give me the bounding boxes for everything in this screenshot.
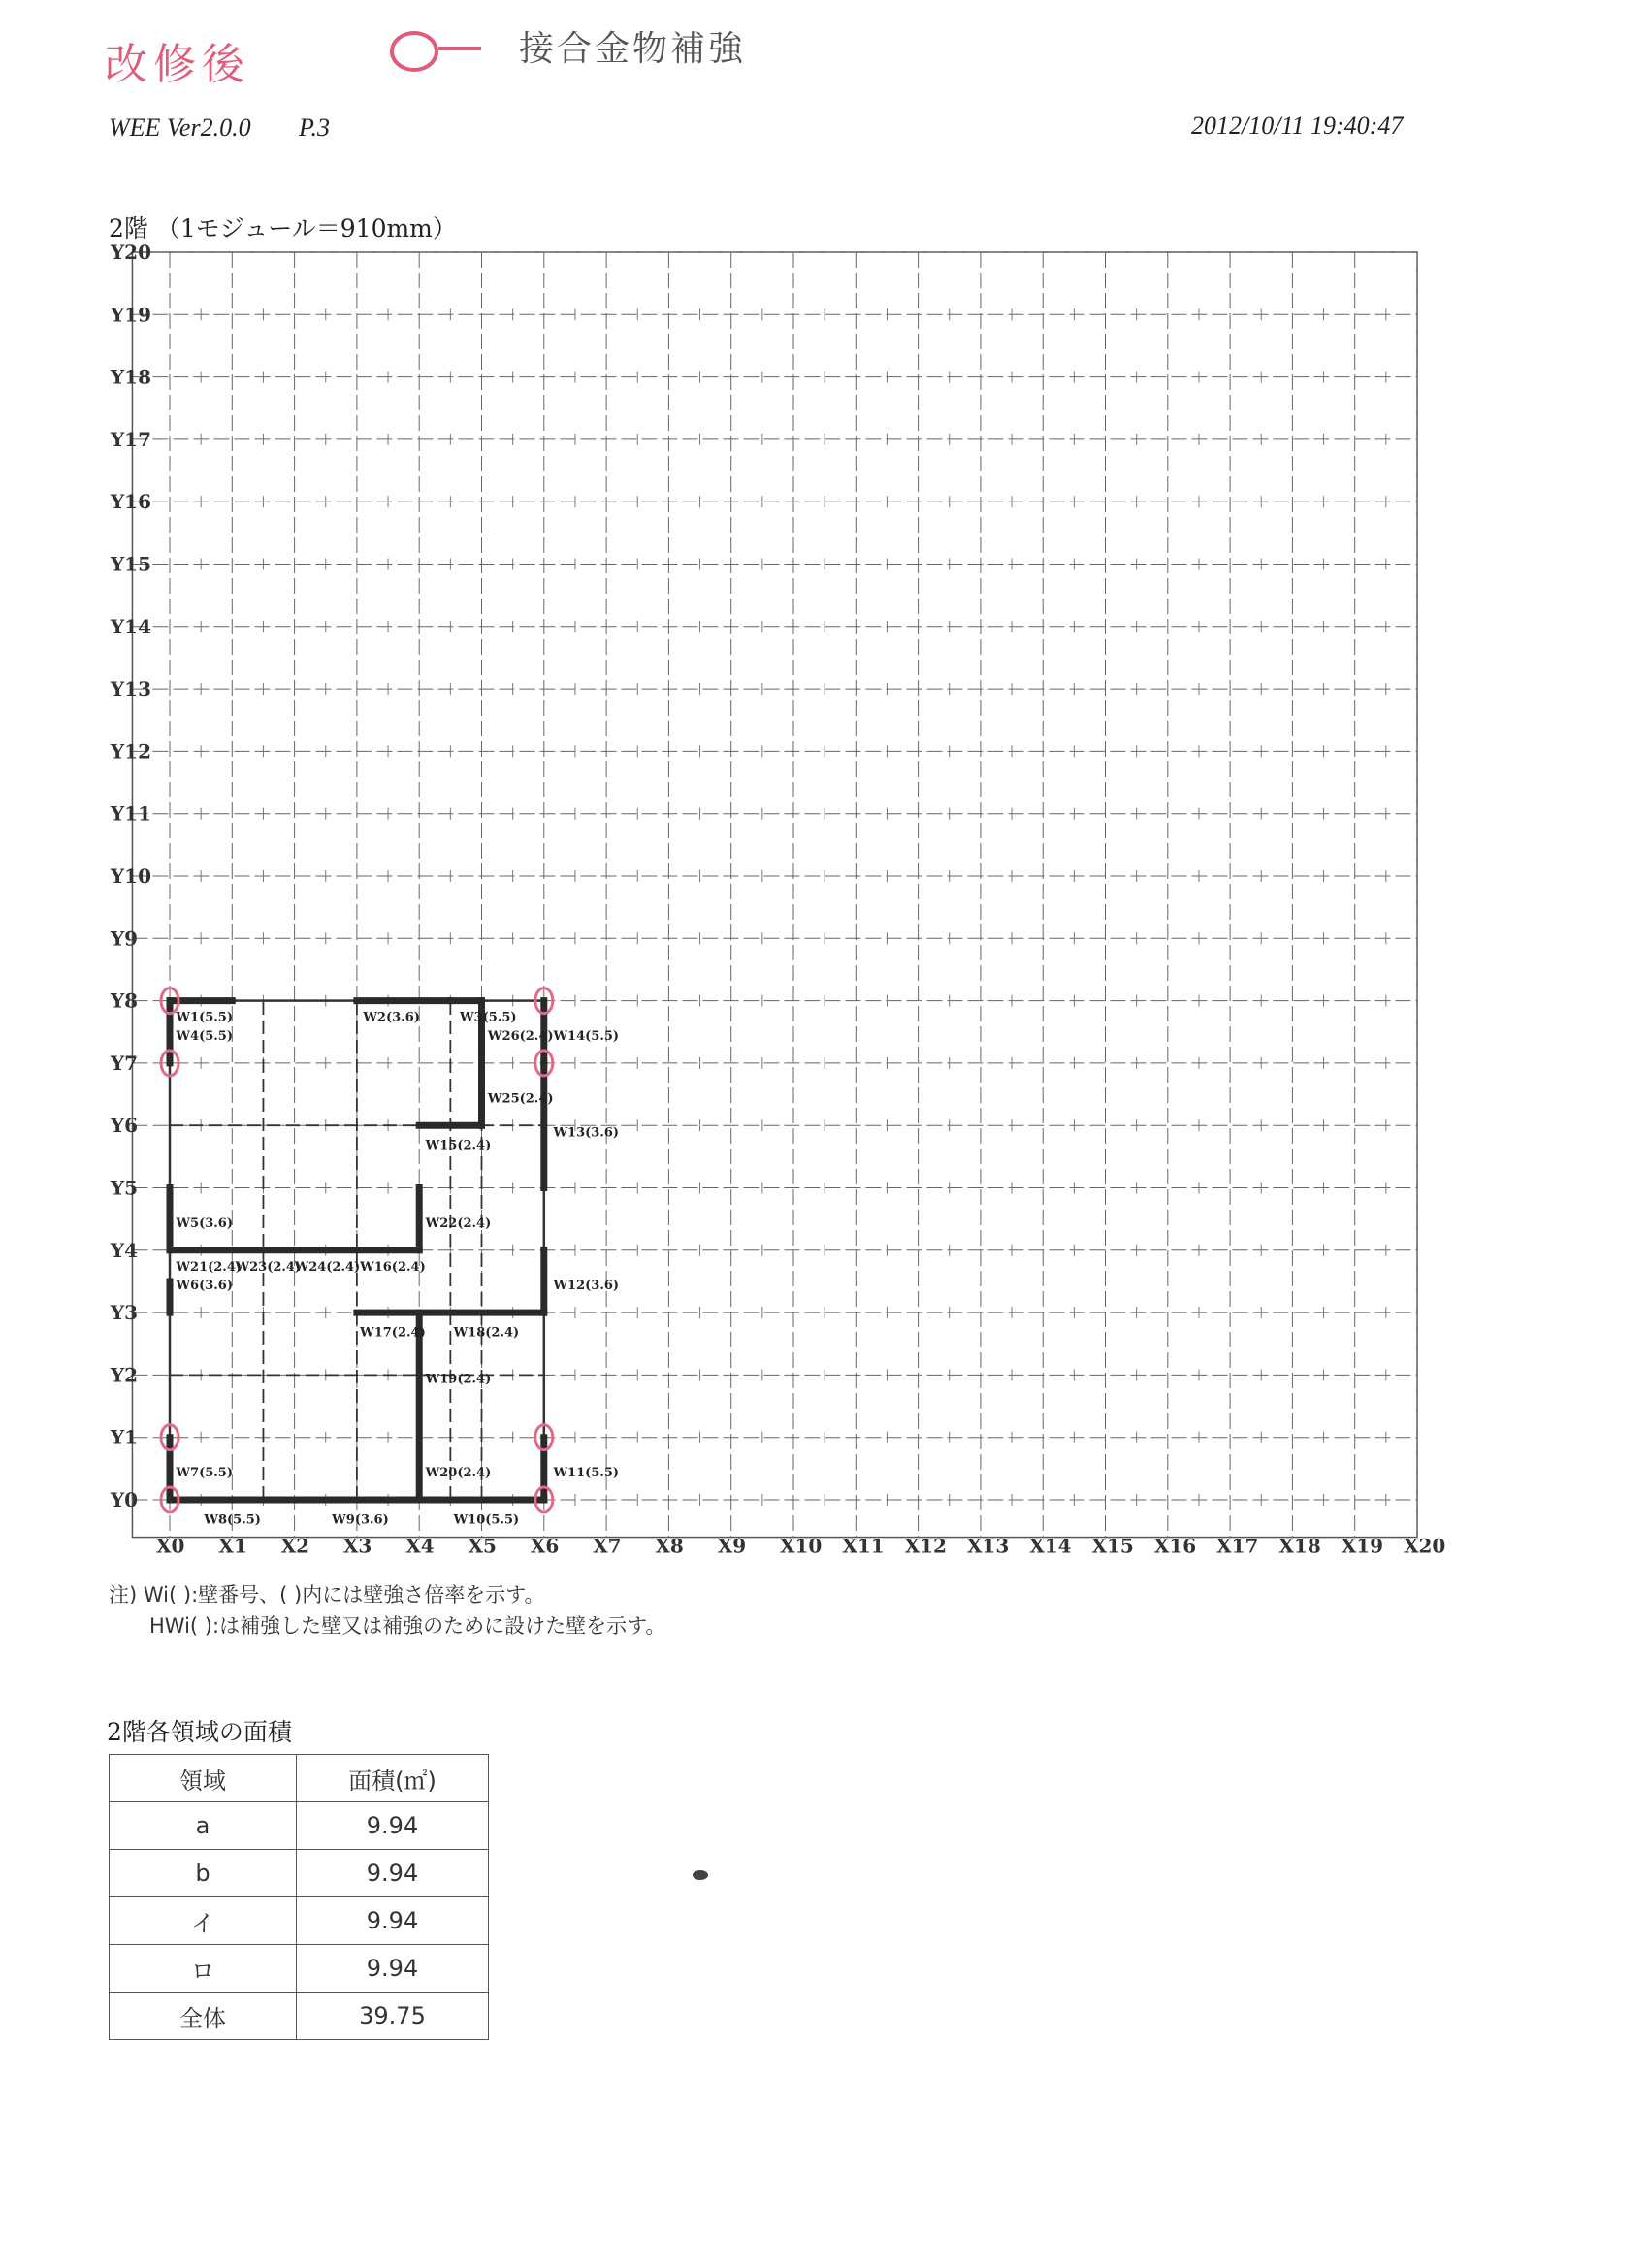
scan-speck bbox=[693, 1870, 708, 1880]
y-axis-label: Y13 bbox=[110, 677, 152, 701]
y-axis-label: Y14 bbox=[110, 614, 152, 638]
region-cell: a bbox=[110, 1802, 297, 1850]
y-axis-label: Y0 bbox=[110, 1488, 139, 1511]
area-cell: 9.94 bbox=[297, 1802, 489, 1850]
x-axis-label: X3 bbox=[342, 1534, 372, 1558]
area-cell: 39.75 bbox=[297, 1993, 489, 2040]
wall-label: W7(5.5) bbox=[176, 1466, 234, 1481]
wall-label: W18(2.4) bbox=[453, 1325, 520, 1341]
y-axis-label: Y7 bbox=[110, 1051, 139, 1075]
x-axis-label: X8 bbox=[655, 1534, 684, 1558]
x-axis-label: X6 bbox=[530, 1534, 560, 1558]
x-axis-label: X17 bbox=[1216, 1534, 1259, 1558]
wall-label: W3(5.5) bbox=[459, 1010, 517, 1025]
wall-label: W2(3.6) bbox=[363, 1010, 420, 1025]
area-cell: 9.94 bbox=[297, 1850, 489, 1897]
wall-label: W23(2.4) bbox=[235, 1259, 302, 1275]
x-axis-label: X0 bbox=[156, 1534, 185, 1558]
wall-label: W15(2.4) bbox=[425, 1138, 492, 1153]
x-axis-label: X20 bbox=[1404, 1534, 1446, 1558]
app-version: WEE Ver2.0.0 bbox=[109, 113, 251, 142]
y-axis-label: Y2 bbox=[110, 1363, 139, 1387]
x-axis-label: X19 bbox=[1341, 1534, 1384, 1558]
x-axis-label: X5 bbox=[468, 1534, 497, 1558]
x-axis-label: X14 bbox=[1029, 1534, 1072, 1558]
area-cell: 9.94 bbox=[297, 1945, 489, 1993]
wall-label: W16(2.4) bbox=[360, 1259, 426, 1275]
header-region: 領域 bbox=[110, 1755, 297, 1802]
wall-label: W17(2.4) bbox=[360, 1325, 426, 1341]
y-axis-label: Y20 bbox=[110, 241, 152, 264]
wall-label: W24(2.4) bbox=[294, 1259, 361, 1275]
table-header-row bbox=[110, 1755, 489, 1802]
wall-label: W14(5.5) bbox=[553, 1028, 620, 1044]
x-axis-label: X10 bbox=[780, 1534, 823, 1558]
y-axis-label: Y6 bbox=[110, 1114, 139, 1138]
table-row bbox=[110, 1850, 489, 1897]
wall-label: W10(5.5) bbox=[453, 1512, 520, 1528]
region-cell: ロ bbox=[110, 1945, 297, 1993]
wall-label: W11(5.5) bbox=[553, 1466, 620, 1481]
y-axis-label: Y1 bbox=[110, 1425, 139, 1449]
y-axis-label: Y5 bbox=[110, 1176, 139, 1200]
x-axis-label: X9 bbox=[717, 1534, 747, 1558]
wall-label: W5(3.6) bbox=[176, 1215, 234, 1231]
wall-label: W1(5.5) bbox=[176, 1010, 234, 1025]
area-table bbox=[109, 1754, 489, 2040]
y-axis-label: Y19 bbox=[110, 303, 152, 327]
wall-label: W21(2.4) bbox=[176, 1259, 242, 1275]
wall-label: W9(3.6) bbox=[332, 1512, 389, 1528]
table-row bbox=[110, 1993, 489, 2040]
handwritten-note: 接合金物補強 bbox=[519, 29, 747, 69]
handwritten-renovated-label: 改修後 bbox=[105, 40, 250, 89]
x-axis-label: X12 bbox=[904, 1534, 947, 1558]
note-wall-number: 注) Wi( ):壁番号、( )内には壁強さ倍率を示す。 bbox=[109, 1583, 545, 1606]
y-axis-label: Y3 bbox=[110, 1301, 139, 1325]
y-axis-label: Y16 bbox=[110, 490, 152, 514]
y-axis-label: Y4 bbox=[110, 1238, 139, 1262]
y-axis-label: Y18 bbox=[110, 365, 152, 389]
y-axis-label: Y8 bbox=[110, 988, 139, 1013]
area-table-title: 2階各領域の面積 bbox=[107, 1718, 292, 1746]
region-cell: b bbox=[110, 1850, 297, 1897]
x-axis-label: X1 bbox=[218, 1534, 247, 1558]
table-row bbox=[110, 1945, 489, 1993]
wall-label: W4(5.5) bbox=[176, 1028, 234, 1044]
wall-label: W12(3.6) bbox=[553, 1279, 620, 1294]
wall-label: W22(2.4) bbox=[425, 1215, 492, 1231]
table-row bbox=[110, 1897, 489, 1945]
table-row bbox=[110, 1802, 489, 1850]
y-axis-label: Y12 bbox=[110, 739, 152, 763]
y-axis-label: Y9 bbox=[110, 926, 139, 951]
x-axis-label: X16 bbox=[1153, 1534, 1197, 1558]
print-timestamp: 2012/10/11 19:40:47 bbox=[1191, 112, 1404, 140]
x-axis-label: X15 bbox=[1091, 1534, 1134, 1558]
region-cell: イ bbox=[110, 1897, 297, 1945]
wall-label: W19(2.4) bbox=[425, 1372, 492, 1387]
area-cell: 9.94 bbox=[297, 1897, 489, 1945]
wall-label: W8(5.5) bbox=[204, 1512, 261, 1528]
page-number: P.3 bbox=[299, 113, 331, 142]
y-axis-label: Y11 bbox=[110, 801, 152, 826]
wall-label: W20(2.4) bbox=[425, 1466, 492, 1481]
x-axis-label: X2 bbox=[280, 1534, 310, 1558]
x-axis-label: X13 bbox=[966, 1534, 1010, 1558]
x-axis-label: X11 bbox=[842, 1534, 885, 1558]
y-axis-label: Y15 bbox=[110, 552, 152, 576]
wall-label: W6(3.6) bbox=[176, 1279, 234, 1294]
wall-label: W25(2.4) bbox=[487, 1091, 554, 1107]
grid-frame bbox=[132, 252, 1417, 1538]
x-axis-label: X7 bbox=[593, 1534, 622, 1558]
y-axis-label: Y10 bbox=[110, 864, 152, 888]
wall-label: W13(3.6) bbox=[553, 1125, 620, 1141]
note-reinforced-wall: HWi( ):は補強した壁又は補強のために設けた壁を示す。 bbox=[149, 1614, 666, 1637]
x-axis-label: X18 bbox=[1278, 1534, 1321, 1558]
header-area: 面積(㎡) bbox=[297, 1755, 489, 1802]
floor-plan-title: 2階 （1モジュール＝910mm） bbox=[109, 214, 457, 243]
region-cell: 全体 bbox=[110, 1993, 297, 2040]
y-axis-label: Y17 bbox=[110, 427, 152, 451]
wall-label: W26(2.4) bbox=[487, 1028, 554, 1044]
x-axis-label: X4 bbox=[405, 1534, 435, 1558]
